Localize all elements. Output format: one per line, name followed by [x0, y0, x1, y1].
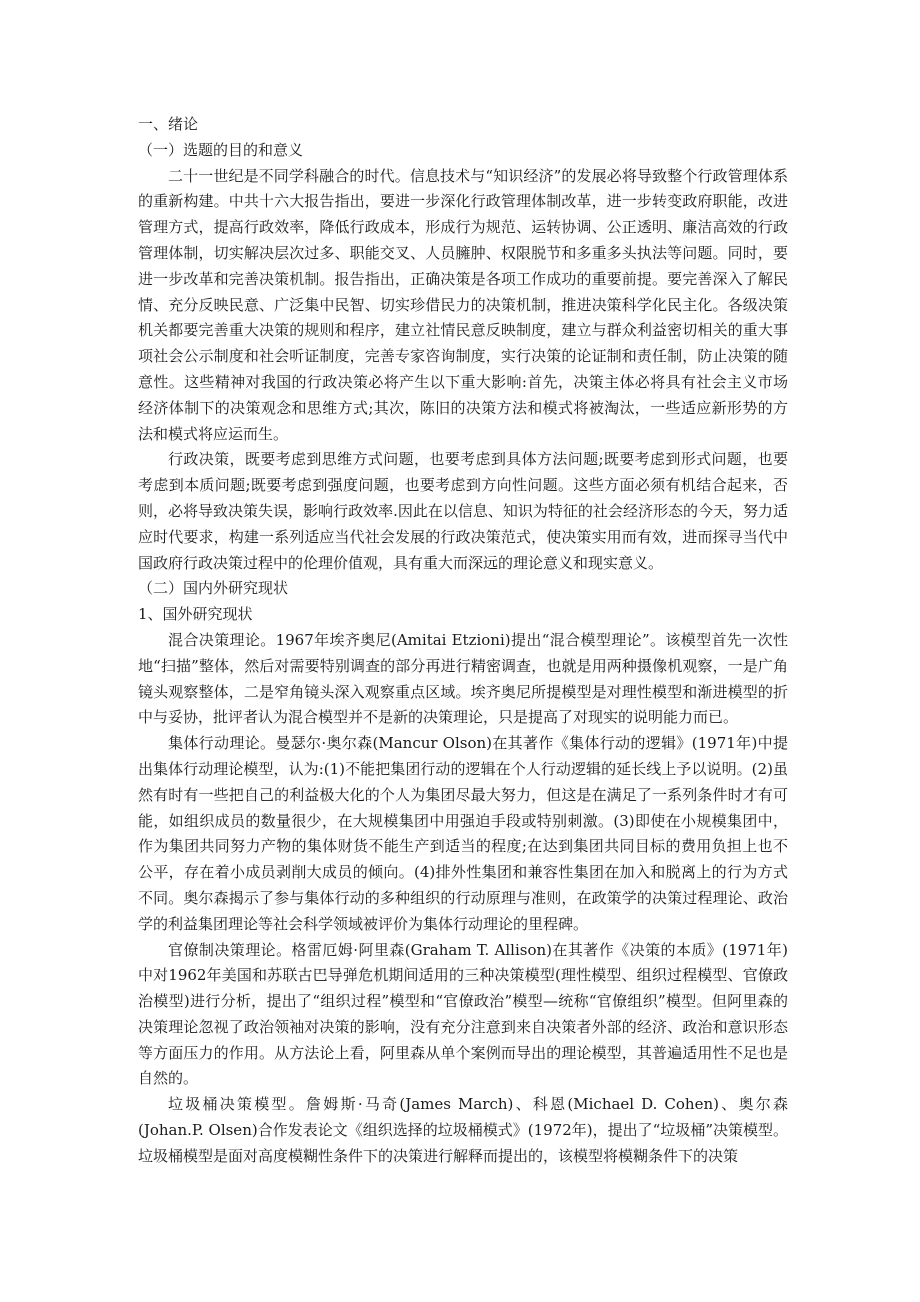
subsection-heading-purpose: （一）选题的目的和意义: [138, 140, 304, 159]
paragraph-collective-action-theory: 集体行动理论。曼瑟尔·奥尔森(Mancur Olson)在其著作《集体行动的逻辑》(1971年)中提出集体行动理论模型，认为:(1)不能把集团行动的逻辑在个人行动逻辑的延长线上予以说明。(2)虽然有时有一些把自己的利益极大化的个人为集团尽最大努力，但这是在满足了一系列条件时才有可能，如组织成员的数量很少，在大规模集团中用强迫手段或特别刺激。(3)即使在小规模集团中，作为集团共同努力产物的集体财货不能生产到适当的程度;在达到集团共同目标的费用负担上也不公平，存在着小成员剥削大成员的倾向。(4)排外性集团和兼容性集团在加入和脱离上的行为方式不同。奥尔森揭示了参与集体行动的多种组织的行动原理与准则，在政策学的决策过程理论、政治学的利益集团理论等社会科学领域被评价为集体行动理论的里程碑。: [138, 734, 788, 933]
paragraph-purpose-1: 二十一世纪是不同学科融合的时代。信息技术与“知识经济”的发展必将导致整个行政管理体系的重新构建。中共十六大报告指出，要进一步深化行政管理体制改革，进一步转变政府职能，改进管理方式，提高行政效率，降低行政成本，形成行为规范、运转协调、公正透明、廉洁高效的行政管理体制，切实解决层次过多、职能交叉、人员臃肿、权限脱节和多重多头执法等问题。同时，要进一步改革和完善决策机制。报告指出，正确决策是各项工作成功的重要前提。要完善深入了解民情、充分反映民意、广泛集中民智、切实珍借民力的决策机制，推进决策科学化民主化。各级决策机关都要完善重大决策的规则和程序，建立社情民意反映制度，建立与群众利益密切相关的重大事项社会公示制度和社会听证制度，完善专家咨询制度，实行决策的论证制和责任制，防止决策的随意性。这些精神对我国的行政决策必将产生以下重大影响:首先，决策主体必将具有社会主义市场经济体制下的决策观念和思维方式;其次，陈旧的决策方法和模式将被淘汰，一些适应新形势的方法和模式将应运而生。: [138, 166, 788, 443]
document-body: [138, 112, 788, 1170]
subsection-heading-research-status: （二）国内外研究现状: [138, 579, 289, 598]
section-heading-introduction: 一、绪论: [138, 115, 199, 133]
subsubsection-heading-foreign-research: 1、国外研究现状: [138, 605, 253, 624]
paragraph-bureaucratic-decision-theory: 官僚制决策理论。格雷厄姆·阿里森(Graham T. Allison)在其著作《决策的本质》(1971年)中对1962年美国和苏联古巴导弹危机期间适用的三种决策模型(理性模型、组织过程模型、官僚政治模型)进行分析，提出了“组织过程”模型和“官僚政治”模型—统称“官僚组织”模型。但阿里森的决策理论忽视了政治领袖对决策的影响，没有充分注意到来自决策者外部的经济、政治和意识形态等方面压力的作用。从方法论上看，阿里森从单个案例而导出的理论模型，其普遍适用性不足也是自然的。: [138, 940, 788, 1088]
paragraph-mixed-scanning-theory: 混合决策理论。1967年埃齐奥尼(Amitai Etzioni)提出“混合模型理论”。该模型首先一次性地“扫描”整体，然后对需要特别调查的部分再进行精密调查，也就是用两种摄像机观察，一是广角镜头观察整体，二是窄角镜头深入观察重点区域。埃齐奥尼所提模型是对理性模型和渐进模型的折中与妥协，批评者认为混合模型并不是新的决策理论，只是提高了对现实的说明能力而已。: [138, 630, 788, 727]
paragraph-purpose-2: 行政决策，既要考虑到思维方式问题，也要考虑到具体方法问题;既要考虑到形式问题，也要考虑到本质问题;既要考虑到强度问题，也要考虑到方向性问题。这些方面必须有机结合起来，否则，必将导致决策失误，影响行政效率.因此在以信息、知识为特征的社会经济形态的今天，努力适应时代要求，构建一系列适应当代社会发展的行政决策范式，使决策实用而有效，进而探寻当代中国政府行政决策过程中的伦理价值观，具有重大而深远的理论意义和现实意义。: [138, 450, 788, 572]
paragraph-garbage-can-model: 垃圾桶决策模型。詹姆斯·马奇(James March)、科恩(Michael D. Cohen)、奥尔森(Johan.P. Olsen)合作发表论文《组织选择的垃圾桶模式》(1972年)，提出了“垃圾桶”决策模型。垃圾桶模型是面对高度模糊性条件下的决策进行解释而提出的，该模型将模糊条件下的决策: [138, 1095, 788, 1165]
